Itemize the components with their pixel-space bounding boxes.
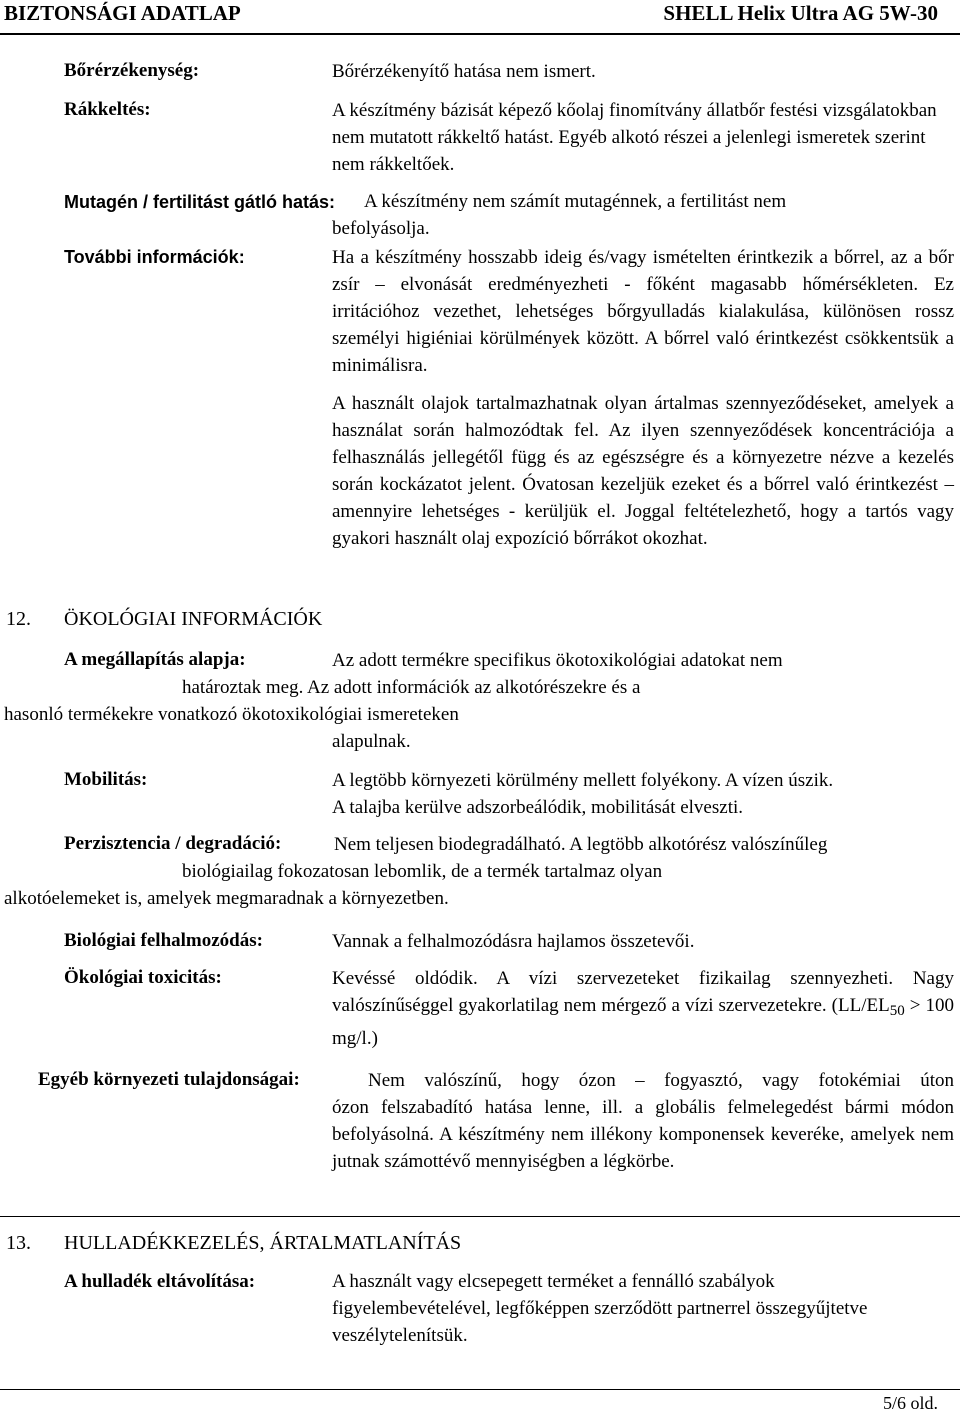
ecotoxicity-label: Ökológiai toxicitás: xyxy=(64,967,222,988)
waste-disposal-label: A hulladék eltávolítása: xyxy=(64,1271,256,1292)
header-doc-title: BIZTONSÁGI ADATLAP xyxy=(4,1,241,25)
persistence-line-2: biológiailag fokozatosan lebomlik, de a termék tartalmaz olyan xyxy=(182,861,663,882)
other-properties-line-1: Nem valószínű, hogy ózon – fogyasztó, vagy fotokémiai úton xyxy=(368,1070,954,1091)
page-number: 5/6 old. xyxy=(882,1393,938,1413)
bioaccumulation-text: Vannak a felhalmozódásra hajlamos összetevői. xyxy=(332,931,695,952)
section-12-title: ÖKOLÓGIAI INFORMÁCIÓK xyxy=(64,608,323,630)
other-properties-label: Egyéb környezeti tulajdonságai: xyxy=(38,1069,300,1090)
section-13-number: 13. xyxy=(6,1232,31,1254)
mobility-line-2: A talajba kerülve adszorbeálódik, mobilitását elveszti. xyxy=(332,797,744,818)
assessment-basis-line-1: Az adott termékre specifikus ökotoxikológiai adatokat nem xyxy=(332,650,783,671)
ecotoxicity-text-main: Kevéssé oldódik. A vízi szervezeteket fizikailag szennyezheti. Nagy valószínűséggel gyakorlatilag nem mérgező a vízi szervezetekre. (LL/EL xyxy=(332,968,954,1016)
footer-rule xyxy=(0,1389,960,1390)
further-info-label: További információk: xyxy=(64,247,245,267)
mobility-label: Mobilitás: xyxy=(64,769,148,790)
carcinogenicity-text: A készítmény bázisát képező kőolaj finomítvány állatbőr festési vizsgálatokban nem mutatott rákkeltő hatást. Egyéb alkotó részei a jelenlegi ismeretek szerint nem rákkeltőek. xyxy=(332,100,937,175)
section-12-number: 12. xyxy=(6,608,31,630)
carcinogenicity-label: Rákkeltés: xyxy=(64,99,151,120)
mutagen-text: A készítmény nem számít mutagénnek, a fertilitást nem xyxy=(364,191,787,212)
assessment-basis-line-2: határoztak meg. Az adott információk az alkotórészekre és a xyxy=(182,677,641,698)
header-rule xyxy=(0,33,960,35)
skin-sensitization-text: Bőrérzékenyítő hatása nem ismert. xyxy=(332,61,596,82)
persistence-line-1: Nem teljesen biodegradálható. A legtöbb alkotórész valószínűleg xyxy=(334,834,828,855)
mutagen-label: Mutagén / fertilitást gátló hatás: xyxy=(64,192,336,212)
section-divider xyxy=(0,1216,960,1217)
assessment-basis-label: A megállapítás alapja: xyxy=(64,649,246,670)
other-properties-text: ózon felszabadító hatása lenne, ill. a globális felmelegedést bármi módon befolyásolná. A készítmény nem illékony komponensek keveréke, amelyek nem jutnak számottévő mennyiségben a légkörbe. xyxy=(332,1097,954,1172)
persistence-label: Perzisztencia / degradáció: xyxy=(64,833,282,854)
mobility-line-1: A legtöbb környezeti körülmény mellett folyékony. A vízen úszik. xyxy=(332,770,834,791)
ecotoxicity-text xyxy=(332,965,954,1052)
page-header xyxy=(0,0,960,34)
section-13-title: HULLADÉKKEZELÉS, ÁRTALMATLANÍTÁS xyxy=(64,1232,462,1254)
waste-disposal-text: A használt vagy elcsepegett terméket a fennálló szabályok figyelembevételével, legfőképpen szerződött partnerrel összegyűjtetve veszélytelenítsük. xyxy=(332,1271,868,1346)
ecotoxicity-text-tail: > 100 mg/l.) xyxy=(332,995,954,1049)
assessment-basis-line-3: hasonló termékekre vonatkozó ökotoxikológiai ismereteken xyxy=(4,704,459,725)
bioaccumulation-label: Biológiai felhalmozódás: xyxy=(64,930,263,951)
further-info-paragraph-1: Ha a készítmény hosszabb ideig és/vagy ismételten érintkezik a bőrrel, az a bőr zsír – elvonását eredményezheti - főként magasabb hőmérsékleten. Ez irritációhoz vezethet, lehetséges bőrgyulladás kialakulása, különösen rossz személyi higiéniai körülmények között. A bőrrel való érintkezést csökkentsük a minimálisra. xyxy=(332,247,954,376)
skin-sensitization-label: Bőrérzékenység: xyxy=(64,60,200,81)
mutagen-text-cont: befolyásolja. xyxy=(332,218,430,239)
persistence-line-3: alkotóelemeket is, amelyek megmaradnak a környezetben. xyxy=(4,888,449,909)
assessment-basis-line-4: alapulnak. xyxy=(332,731,411,752)
ecotoxicity-subscript: 50 xyxy=(889,1003,905,1019)
header-product-name: SHELL Helix Ultra AG 5W-30 xyxy=(663,1,938,25)
further-info-paragraph-2: A használt olajok tartalmazhatnak olyan ártalmas szennyeződéseket, amelyek a használat során halmozódtak fel. Az ilyen szennyeződések koncentrációja a felhasználás jellegétől függ és az egészségre és a környezetre nézve a kezelés során kockázatot jelent. Óvatosan kezeljük ezeket és a bőrrel való érintkezést –amennyire lehetséges - kerüljük el. Joggal feltételezhető, hogy a tartós vagy gyakori használt olaj expozíció bőrrákot okozhat. xyxy=(332,393,954,549)
